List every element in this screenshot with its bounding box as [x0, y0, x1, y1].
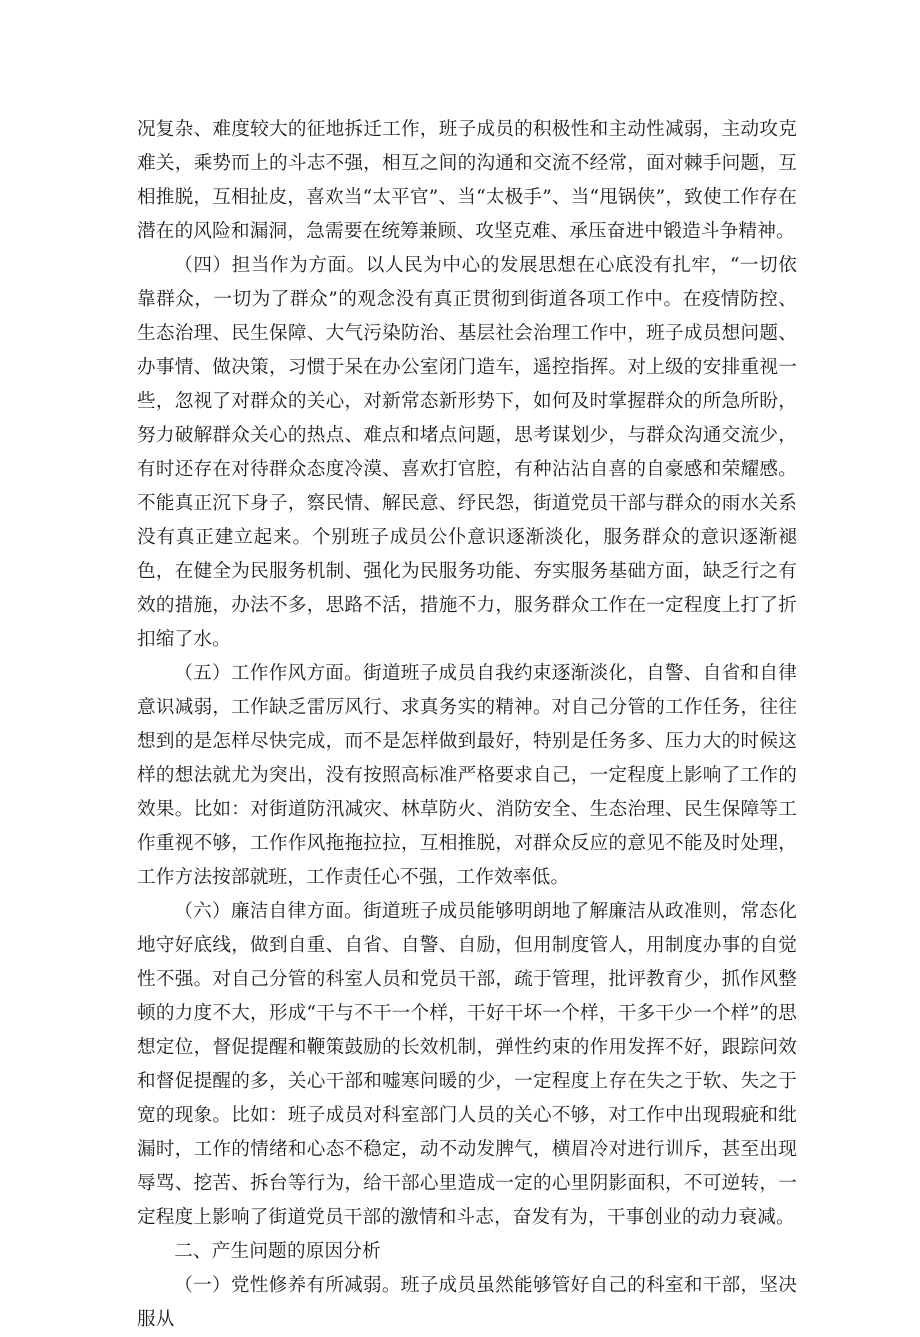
paragraph-cause-1: （一）党性修养有所减弱。班子成员虽然能够管好自己的科室和干部，坚决服从 — [137, 1275, 797, 1330]
paragraph-section-5: （五）工作作风方面。街道班子成员自我约束逐渐淡化，自警、自省和自律意识减弱，工作缺乏雷厉风行、求真务实的精神。对自己分管的工作任务，往往想到的是怎样尽快完成，而不是怎样做到最好，特别是任务多、压力大的时候这样的想法就尤为突出，没有按照高标准严格要求自己，一定程度上影响了工作的效果。比如：对街道防汛减灾、林草防火、消防安全、生态治理、民生保障等工作重视不够，工作作风拖拖拉拉，互相推脱，对群众反应的意见不能及时处理，工作方法按部就班，工作责任心不强，工作效率低。 — [137, 663, 797, 888]
section-heading-cause-analysis: 二、产生问题的原因分析 — [174, 1241, 381, 1262]
document-body — [137, 113, 797, 1337]
paragraph-section-4: （四）担当作为方面。以人民为中心的发展思想在心底没有扎牢，“一切依靠群众，一切为了群众”的观念没有真正贯彻到街道各项工作中。在疫情防控、生态治理、民生保障、大气污染防治、基层社会治理工作中，班子成员想问题、办事情、做决策，习惯于呆在办公室闭门造车，遥控指挥。对上级的安排重视一些，忽视了对群众的关心，对新常态新形势下，如何及时掌握群众的所急所盼，努力破解群众关心的热点、难点和堵点问题，思考谋划少，与群众沟通交流少，有时还存在对待群众态度冷漠、喜欢打官腔，有种沾沾自喜的自豪感和荣耀感。不能真正沉下身子，察民情、解民意、纾民怨，街道党员干部与群众的雨水关系没有真正建立起来。个别班子成员公仆意识逐渐淡化，服务群众的意识逐渐褪色，在健全为民服务机制、强化为民服务功能、夯实服务基础方面，缺乏行之有效的措施，办法不多，思路不活，措施不力，服务群众工作在一定程度上打了折扣缩了水。 — [137, 255, 797, 650]
paragraph-continuation: 况复杂、难度较大的征地拆迁工作，班子成员的积极性和主动性减弱，主动攻克难关，乘势而上的斗志不强，相互之间的沟通和交流不经常，面对棘手问题，互相推脱，互相扯皮，喜欢当“太平官”、当“太极手”、当“甩锅侠”，致使工作存在潜在的风险和漏洞，急需要在统筹兼顾、攻坚克难、承压奋进中锻造斗争精神。 — [137, 119, 797, 242]
paragraph-section-6: （六）廉洁自律方面。街道班子成员能够明朗地了解廉洁从政准则，常态化地守好底线，做到自重、自省、自警、自励，但用制度管人，用制度办事的自觉性不强。对自己分管的科室人员和党员干部，疏于管理，批评教育少，抓作风整顿的力度不大，形成“干与不干一个样，干好干坏一个样，干多干少一个样”的思想定位，督促提醒和鞭策鼓励的长效机制，弹性约束的作用发挥不好，跟踪问效和督促提醒的多，关心干部和嘘寒问暖的少，一定程度上存在失之于软、失之于宽的现象。比如：班子成员对科室部门人员的关心不够，对工作中出现瑕疵和纰漏时，工作的情绪和心态不稳定，动不动发脾气，横眉冷对进行训斥，甚至出现辱骂、挖苦、拆台等行为，给干部心里造成一定的心里阴影面积，不可逆转，一定程度上影响了街道党员干部的激情和斗志，奋发有为，干事创业的动力衰减。 — [137, 901, 797, 1228]
